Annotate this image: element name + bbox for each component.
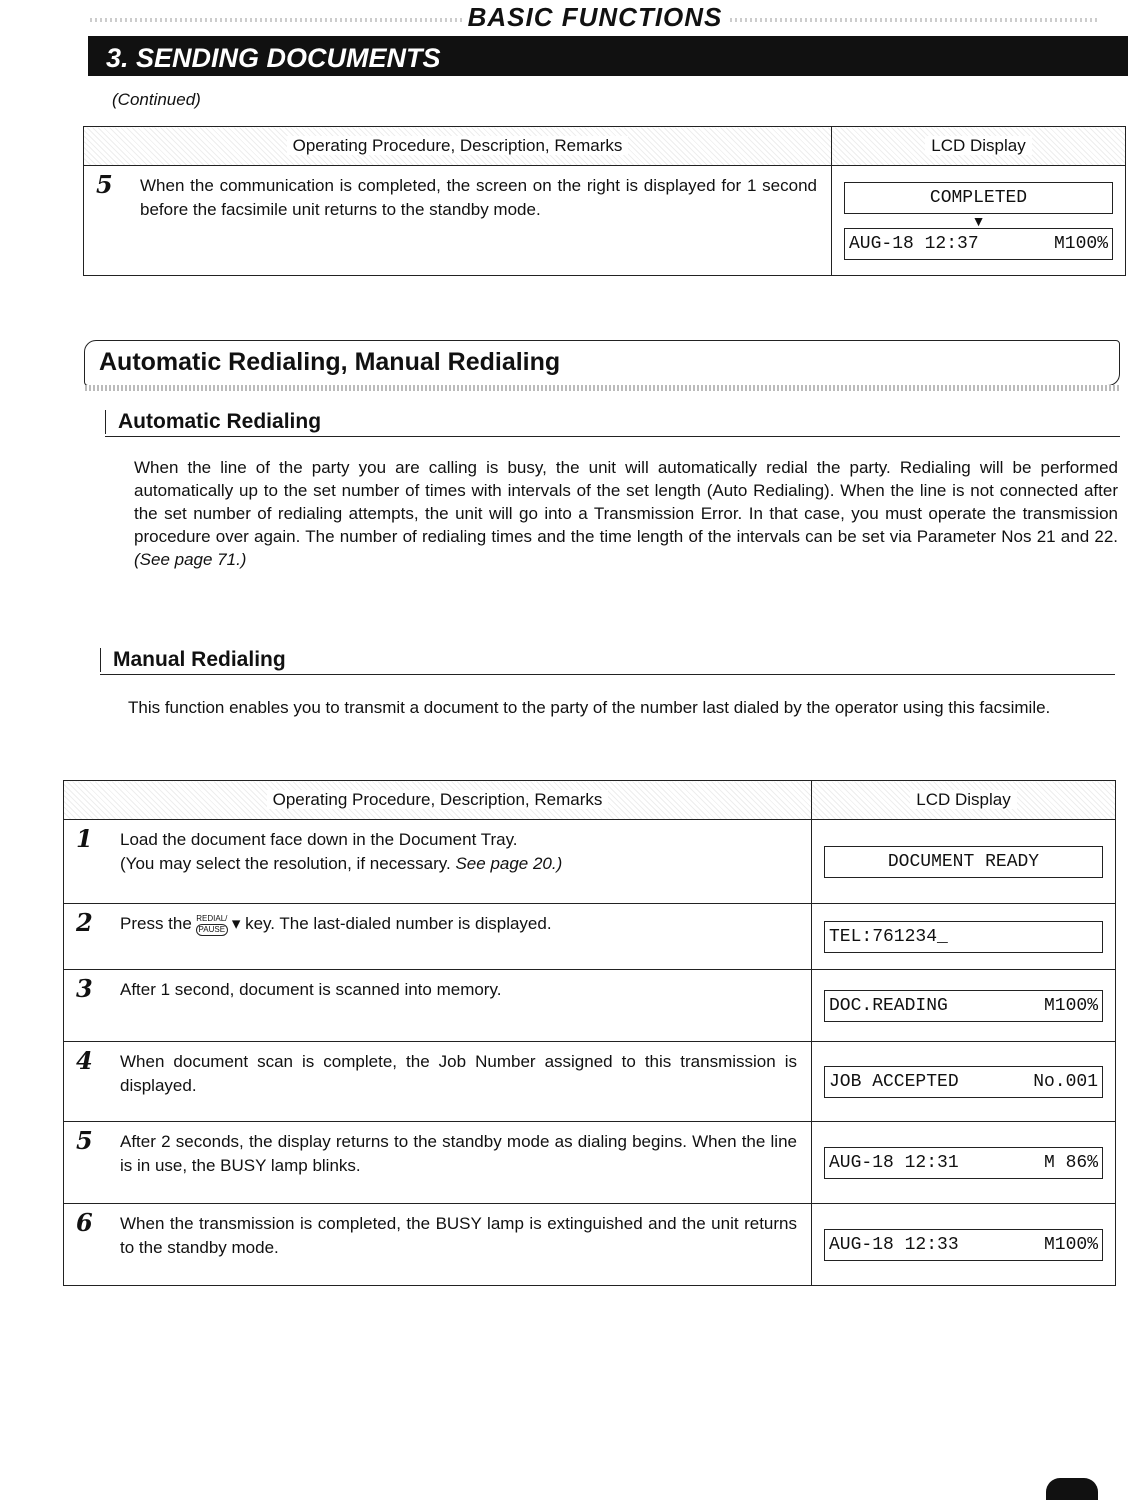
lcd-display: TEL:761234_ (824, 921, 1103, 953)
table-row (64, 1204, 1116, 1286)
table-row (64, 820, 1116, 904)
down-arrow-icon: ▼ (971, 212, 986, 229)
lcd-cell (812, 820, 1116, 904)
step-number: 4 (76, 1046, 93, 1075)
page-tab-marker (1046, 1478, 1098, 1500)
lcd-cell (812, 1204, 1116, 1286)
lcd-display: AUG-18 12:33 M100% (824, 1229, 1103, 1261)
step-description (64, 1204, 812, 1286)
continued-label: (Continued) (112, 90, 201, 109)
step-text: Load the document face down in the Document Tray. (120, 830, 518, 849)
table-row (64, 1122, 1116, 1204)
lcd-header: LCD Display (812, 781, 1116, 820)
step-description (84, 166, 832, 276)
step-number: 1 (76, 824, 93, 853)
step-text: When the transmission is completed, the BUSY lamp is extinguished and the unit returns to the standby mode. (120, 1214, 797, 1257)
step-description (64, 970, 812, 1042)
divider (105, 436, 1120, 437)
step-description: 1 Load the document face down in the Document Tray. (You may select the resolution, if necessary. See page 20.) (64, 820, 812, 904)
lcd-cell (812, 970, 1116, 1042)
manual-procedure-table (63, 780, 1116, 1286)
step-text: After 1 second, document is scanned into memory. (120, 980, 502, 999)
step-number: 5 (76, 1126, 93, 1155)
lcd-display: JOB ACCEPTED No.001 (824, 1066, 1103, 1098)
see-page-ref: See page 20.) (455, 854, 563, 873)
lcd-cell (832, 166, 1126, 276)
step-number: 6 (76, 1208, 93, 1237)
lcd-cell (812, 1122, 1116, 1204)
step-text: When the communication is completed, the screen on the right is displayed for 1 second before the facsimile unit returns to the standby mode. (140, 176, 817, 219)
auto-redialing-text: When the line of the party you are calling is busy, the unit will automatically redial the party. Redialing will be performed automatically up to the set number of times with intervals of the set length (Auto Redialing). When the line is not connected after the set number of redialing attempts, the unit will go into a Transmission Error. In that case, you must operate the transmission procedure over again. The number of redialing times and the time length of the intervals can be set via Parameter Nos 21 and 22. (See page 71.) (134, 458, 1118, 569)
lcd-cell (812, 1042, 1116, 1122)
lcd-cell (812, 904, 1116, 970)
step-description: 2 Press the REDIAL/ PAUSE ▾ key. The last-dialed number is displayed. (64, 904, 812, 970)
procedure-header: Operating Procedure, Description, Remarks (84, 127, 832, 166)
procedure-header: Operating Procedure, Description, Remarks (64, 781, 812, 820)
step-number: 2 (76, 908, 93, 937)
running-header (90, 2, 1100, 34)
top-procedure-table (83, 126, 1126, 276)
step-number: 5 (96, 170, 113, 199)
section-title: 3. SENDING DOCUMENTS (88, 36, 1128, 76)
redialing-banner: Automatic Redialing, Manual Redialing (84, 340, 1120, 386)
table-row (64, 1042, 1116, 1122)
lcd-display: COMPLETED (844, 182, 1113, 214)
lcd-header: LCD Display (832, 127, 1126, 166)
step-text: When document scan is complete, the Job Number assigned to this transmission is displayed. (120, 1052, 797, 1095)
table-row (64, 970, 1116, 1042)
table-row (84, 166, 1126, 276)
see-page-ref: (See page 71.) (134, 550, 247, 569)
redial-pause-key-icon: REDIAL/ PAUSE (196, 913, 228, 934)
auto-redialing-heading: Automatic Redialing (105, 410, 321, 434)
divider (100, 674, 1115, 675)
step-description (64, 1042, 812, 1122)
lcd-display: AUG-18 12:31 M 86% (824, 1147, 1103, 1179)
lcd-display: AUG-18 12:37 M100% (844, 228, 1113, 260)
lcd-display: DOCUMENT READY (824, 846, 1103, 878)
running-header-text: BASIC FUNCTIONS (462, 2, 729, 32)
manual-redialing-heading: Manual Redialing (100, 648, 286, 672)
table-row (64, 904, 1116, 970)
lcd-display: DOC.READING M100% (824, 990, 1103, 1022)
step-description (64, 1122, 812, 1204)
step-number: 3 (76, 974, 93, 1003)
manual-redialing-text: This function enables you to transmit a document to the party of the number last dialed by the operator using this facsimile. (128, 698, 1051, 717)
step-text: After 2 seconds, the display returns to the standby mode as dialing begins. When the line is in use, the BUSY lamp blinks. (120, 1132, 797, 1175)
